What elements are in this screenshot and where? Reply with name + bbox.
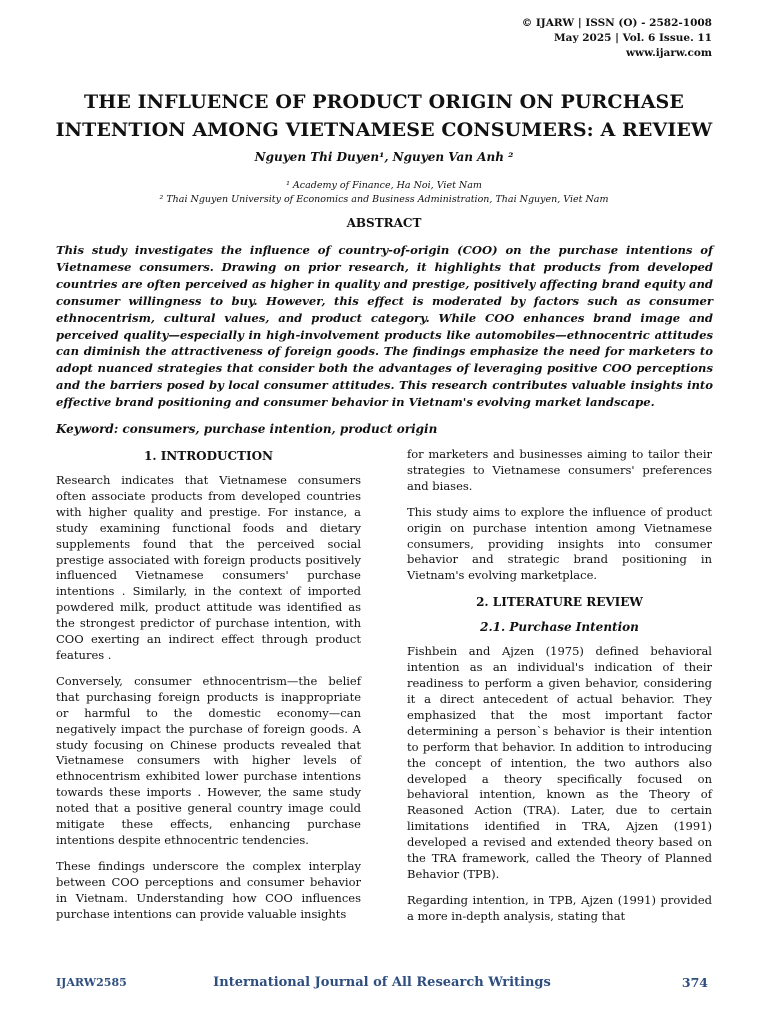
- left-column: [56, 448, 361, 932]
- purchase-intention-subheading: 2.1. Purchase Intention: [480, 620, 639, 635]
- title-line-1: THE INFLUENCE OF PRODUCT ORIGIN ON PURCHASE: [84, 91, 684, 113]
- page-number: 374: [681, 975, 708, 990]
- copyright-issn: © IJARW | ISSN (O) - 2582-1008: [521, 17, 712, 29]
- intro-paragraph-3: These findings underscore the complex interplay between COO perceptions and consumer behavior in Vietnam. Understanding how COO influences purchase intentions can provide valuable insights: [56, 858, 361, 921]
- introduction-heading: 1. INTRODUCTION: [143, 449, 274, 463]
- abstract-body: This study investigates the influence of country-of-origin (COO) on the purchase intentions of Vietnamese consumers. Drawing on prior research, it highlights that products from developed countries are often perceived as higher in quality and prestige, positively affecting brand equity and consumer willingness to buy. However, this effect is moderated by factors such as consumer ethnocentrism, cultural values, and product category. While COO enhances brand image and perceived quality—especially in high-involvement products like automobiles—ethnocentric attitudes can diminish the attractiveness of foreign goods. The findings emphasize the need for marketers to adopt nuanced strategies that consider both the advantages of leveraging positive COO perceptions and the barriers posed by local consumer attitudes. This research contributes valuable insights into effective brand positioning and consumer behavior in Vietnam's evolving market landscape.: [56, 243, 713, 410]
- paper-title: [40, 88, 728, 144]
- intro-paragraph-3-continued: for marketers and businesses aiming to tailor their strategies to Vietnamese consumers' preferences and biases.: [407, 447, 712, 493]
- intro-paragraph-4: This study aims to explore the influence of product origin on purchase intention among Vietnamese consumers, providing insights into consumer behavior and strategic brand positioning in Vietnam's evolving marketplace.: [407, 504, 712, 583]
- affiliation-2: ² Thai Nguyen University of Economics and Business Administration, Thai Nguyen, Viet Nam: [159, 194, 609, 205]
- title-line-2: INTENTION AMONG VIETNAMESE CONSUMERS: A REVIEW: [55, 119, 713, 141]
- issue-date: May 2025 | Vol. 6 Issue. 11: [554, 32, 712, 44]
- affiliation-1: ¹ Academy of Finance, Ha Noi, Viet Nam: [286, 180, 482, 191]
- keywords: Keyword: consumers, purchase intention, product origin: [56, 422, 438, 436]
- intro-paragraph-2: Conversely, consumer ethnocentrism—the belief that purchasing foreign products is inappropriate or harmful to the domestic economy—can negatively impact the purchase of foreign goods. A study focusing on Chinese products revealed that Vietnamese consumers with higher levels of ethnocentrism exhibited lower purchase intentions towards these imports . However, the same study noted that a positive general country image could mitigate these effects, enhancing purchase intentions despite ethnocentric tendencies.: [56, 673, 361, 847]
- journal-name: International Journal of All Research Writings: [213, 975, 551, 990]
- lit-paragraph-1: Fishbein and Ajzen (1975) defined behavioral intention as an individual's indication of their readiness to perform a given behavior, considering it a direct antecedent of actual behavior. They emphasized that the most important factor determining a person`s behavior is their intention to perform that behavior. In addition to introducing the concept of intention, the two authors also developed a theory specifically focused on behavioral intention, known as the Theory of Reasoned Action (TRA). Later, due to certain limitations identified in TRA, Ajzen (1991) developed a revised and extended theory based on the TRA framework, called the Theory of Planned Behavior (TPB).: [407, 644, 712, 881]
- journal-website: www.ijarw.com: [626, 47, 712, 59]
- authors: Nguyen Thi Duyen¹, Nguyen Van Anh ²: [254, 150, 514, 164]
- article-code: IJARW2585: [56, 976, 127, 989]
- journal-meta: [522, 16, 712, 61]
- abstract-heading: ABSTRACT: [346, 216, 422, 230]
- intro-paragraph-1: Research indicates that Vietnamese consumers often associate products from developed countries with higher quality and prestige. For instance, a study examining functional foods and dietary supplements found that the perceived social prestige associated with foreign products positively influenced Vietnamese consumers' purchase intentions . Similarly, in the context of imported powdered milk, product attitude was identified as the strongest predictor of purchase intention, with COO exerting an indirect effect through product features .: [56, 473, 361, 662]
- right-column: [407, 447, 712, 935]
- lit-paragraph-2: Regarding intention, in TPB, Ajzen (1991) provided a more in-depth analysis, stating that: [407, 892, 712, 923]
- literature-review-heading: 2. LITERATURE REVIEW: [476, 595, 643, 610]
